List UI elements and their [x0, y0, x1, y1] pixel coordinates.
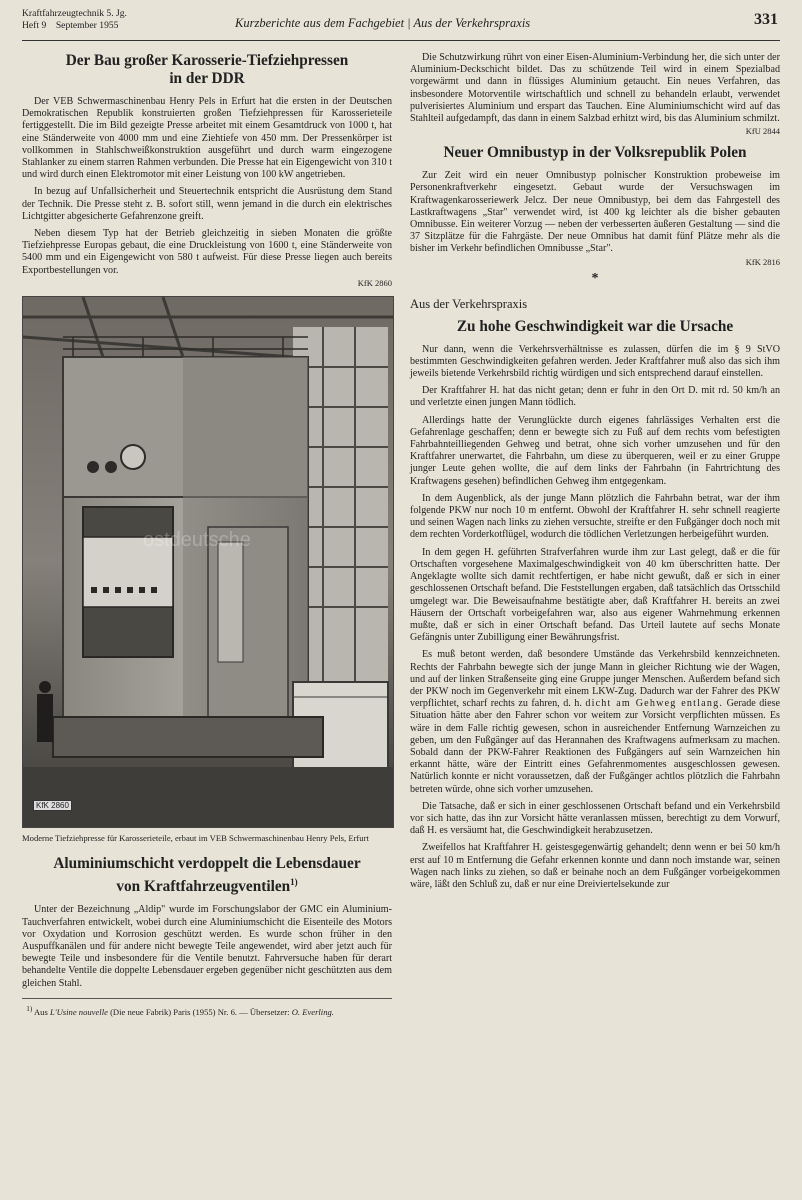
text-run: Gerade diese Situation hätte aber den Fahrer schon vor weitem zur Vorsicht verpflichten müssen. Es wäre in dem Falle richtig gewesen, schon in ausreichender Entfernung Warnzeichen zu geben, um den Fußgänger auf das Herannahen des Kraftwagens aufmerksam zu machen. Sobald dann der PKW-Fahrer Reaktionen des Fußgängers auf sein Warnzeichen hin erkannt hätte, wäre der Eintritt eines Gefahrenmomentes ausgeschlossen gewesen. Natürlich konnte er nicht voraussetzen, daß der Fußgänger achtlos plötzlich die Fahrbahn betreten würde, ohne sich vorher umzusehen.	[410, 698, 780, 795]
section-separator: *	[591, 270, 599, 286]
paragraph: Allerdings hatte der Verunglückte durch eigenes fahrlässiges Verhalten erst die Gefahrenlage geschaffen; denn er bewegte sich zu Fuß auf dem rechts vom befestigten Fahrbahnteilliegenden Gehweg und betrat, ohne sich vorher umzusehen und für den Kraftfahrer unerwartet, die Fahrbahn, um diese zu überqueren, weil er zu einer Gruppe junger Leute gehen wollte, die auf dem links der Fahrbahn (in Fahrtrichtung des Kraftwagens gesehen) befindlichen Gehweg ihm entgegenkam.	[410, 414, 780, 487]
article-reference: KfK 2860	[357, 277, 392, 288]
footnote-text: Aus	[33, 1006, 48, 1017]
title-line: Aluminiumschicht verdoppelt die Lebensdauer	[53, 855, 361, 873]
header-journal-info	[22, 8, 127, 31]
issue-number: Heft 9	[22, 19, 47, 31]
article-reference: KfU 2844	[745, 126, 780, 137]
title-line: Der Bau großer Karosserie-Tiefziehpressen	[65, 52, 349, 69]
left-column	[22, 52, 392, 1017]
article-title-presses	[22, 52, 392, 88]
paragraph: Unter der Bezeichnung „Aldip" wurde im Forschungslabor der GMC ein Aluminium-Tauchverfahren entwickelt, wobei durch eine Aluminiumschicht die Eisenteile des Motors vor Oxydation und Korrosion geschützt werden. Es wurde schon früher in den Auspuffkanälen und für andere nicht bewegte Teile angewendet, wird aber jetzt auch für bewegte Teile und insbesondere für die Ventile benutzt. Fahrversuche haben für derart behandelte Ventile die doppelte Lebensdauer ergeben gegenüber nicht geschützten aus dem gleichen Stahl.	[22, 904, 392, 989]
paragraph	[410, 649, 780, 795]
footnote-number: 1)	[26, 1004, 33, 1013]
issue-date: September 1955	[55, 19, 119, 31]
title-line: in der DDR	[169, 70, 245, 87]
footnote-translator: O. Everling.	[291, 1006, 334, 1017]
emphasized-text: dicht am Gehweg entlang.	[585, 698, 724, 710]
section-rubric: Aus der Verkehrspraxis	[410, 296, 528, 311]
paragraph: In dem Augenblick, als der junge Mann plötzlich die Fahrbahn betrat, war der ihm folgende PKW nur noch 10 m entfernt. Obwohl der Kraftfahrer H. sehr schnell reagierte und seinen Wagen nach links zu ziehen versuchte, streifte er den Fußgänger doch noch mit dem rechten Vorderkotflügel, wodurch die tödlichen Verletzungen herbeigeführt wurden.	[410, 492, 780, 541]
title-line: von Kraftfahrzeugventilen	[116, 878, 291, 896]
paragraph: Neben diesem Typ hat der Betrieb gleichzeitig in sieben Monaten die größte Tiefziehpresse Europas gebaut, die eine Druckleistung von 1600 t, eine Ständerweite von 5400 mm und ein Eigengewicht von 580 t aufweist. Für diese Presse liegen auch bereits Exportbestellungen vor.	[22, 228, 392, 276]
paragraph: Der Kraftfahrer H. hat das nicht getan; denn er fuhr in den Ort D. mit rd. 50 km/h an und verletzte einen jungen Mann tödlich.	[410, 385, 780, 409]
paragraph: In dem gegen H. geführten Strafverfahren wurde ihm zur Last gelegt, daß er die für Ortschaften vorgesehene Maximalgeschwindigkeit von 40 km überschritten hatte. Der Angeklagte wollte sich damit rechtfertigen, er habe nicht gewußt, daß er sich in einer geschlossenen Ortschaft befand. Die Feststellungen ergaben, daß tatsächlich das Ortsschild umgelegt war. Die Beweisaufnahme bestätigte aber, daß Kraftfahrer H. bereits an zwei Häusern der Ortschaft vorbeigefahren war, also aus eigener Wahrnehmung erkennen mußte, daß er sich in einer Ortschaft befand. Das Urteil lautete auf sechs Monate Gefängnis unter Zubilligung einer Bewährungsfrist.	[410, 546, 780, 644]
right-column	[410, 52, 780, 896]
paragraph: Der VEB Schwermaschinenbau Henry Pels in Erfurt hat die ersten in der Deutschen Demokratischen Republik konstruierten großen Tiefziehpressen für Karosserieteile fertiggestellt. Die im Bild gezeigte Presse arbeitet mit einem Gesamtdruck von 1000 t, hat eine Ständerweite von 4000 mm und eine Ziehtiefe von 450 mm. Der Pressenkörper ist vollkommen in Stahlschweißkonstruktion ausgeführt und durch warm eingezogene Stahlanker zu einem starren Rahmen verbunden. Die Presse hat ein Eigengewicht von 310 t und wird durch einen Elektromotor mit einer Leistung von 100 kW angetrieben.	[22, 96, 392, 181]
paragraph: Zweifellos hat Kraftfahrer H. geistesgegenwärtig gehandelt; denn wenn er bei 50 km/h erst auf 10 m Entfernung die Gefahr erkennen konnte und dann noch imstande war, seinen Wagen nach links zu ziehen, so daß er beinahe noch an dem Fußgänger vorbeigekommen wäre, läßt den Schluß zu, daß er nur eine Dreiviertelsekunde zur	[410, 842, 780, 890]
footnote-text: (Die neue Fabrik) Paris (1955) Nr. 6. — Übersetzer:	[110, 1006, 290, 1017]
article-title-omnibus: Neuer Omnibustyp in der Volksrepublik Polen	[443, 144, 747, 162]
photo-plate-label: KfK 2860	[33, 800, 72, 811]
paragraph: Zur Zeit wird ein neuer Omnibustyp polnischer Konstruktion probeweise im Personenkraftverkehr eingesetzt. Gebaut wurde der Versuchswagen im Kraftwagenkarosseriewerk Jelcz. Der neue Omnibustyp, bei dem das Fahrgestell des Lastkraftwagens „Star" verwendet wird, ist 400 kg leichter als die bisher gebauten Omnibusse. Ein weiterer Vorzug — neben der verbesserten äußeren Gestaltung — sind die 37 Sitzplätze für die Fahrgäste. Der neue Omnibus hat damit fünf Plätze mehr als die bisher im Verkehr befindlichen Omnibusse „Star".	[410, 170, 780, 255]
article-reference: KfK 2816	[745, 256, 780, 267]
section-heading: Kurzberichte aus dem Fachgebiet | Aus der Verkehrspraxis	[235, 16, 531, 30]
paragraph: Die Schutzwirkung rührt von einer Eisen-Aluminium-Verbindung her, die sich unter der Aluminium-Deckschicht bildet. Das zu schützende Teil wird in einem Spezialbad vorgewärmt und dann in flüssiges Aluminium getaucht. Ein neues Verfahren, das insbesondere Motorventile wirtschaftlich und schnell zu behandeln erlaubt, verwendet pulverisiertes Aluminium und erspart das Tauchen. Eine Aluminiumschicht wird auf das Stahlteil aufgedampft, das dann in einem Salzbad erhitzt wird, bis das Aluminium schmilzt.	[410, 52, 780, 125]
footnote-marker: 1)	[290, 877, 298, 888]
text-run: Es muß betont werden, daß besondere Umstände das Verkehrsbild kennzeichneten. Rechts der Fahrbahn bewegte sich der junge Mann in gleicher Richtung wie der Wagen, und auf der linken Straßenseite ging eine Gruppe junger Menschen. Außerdem befand sich der PKW noch im Gegenverkehr mit einem LKW-Zug. Dadurch war der Fahrer des PKW verpflichtet, scharf rechts zu fahren, d. h.	[410, 649, 780, 710]
article-title-speed: Zu hohe Geschwindigkeit war die Ursache	[456, 317, 734, 335]
watermark: ostdeutsche	[143, 528, 251, 551]
photo-caption: Moderne Tiefziehpresse für Karosserieteile, erbaut im VEB Schwermaschinenbau Henry Pels, Erfurt	[22, 832, 369, 843]
footnote-source: L'Usine nouvelle	[49, 1006, 108, 1017]
footnote	[22, 998, 392, 1017]
article-title-aluminium	[22, 855, 392, 896]
paragraph: In bezug auf Unfallsicherheit und Steuertechnik entspricht die Ausrüstung dem Stand der Technik. Die Presse steht z. B. sofort still, wenn jemand in die durch ein elektrisches Lichtgitter abgesicherte Gefahrenzone greift.	[22, 186, 392, 222]
page-number: 331	[754, 11, 778, 28]
running-header	[22, 8, 780, 41]
paragraph: Nur dann, wenn die Verkehrsverhältnisse es zulassen, dürfen die im § 9 StVO bestimmten Geschwindigkeiten gefahren werden. Jeder Kraftfahrer muß also das sich ihm jeweils bietende Verkehrsbild richtig würdigen und sich entsprechend darauf einstellen.	[410, 343, 780, 380]
press-photo	[22, 296, 394, 828]
paragraph: Die Tatsache, daß er sich in einer geschlossenen Ortschaft befand und ein Verkehrsbild vor sich hatte, das ihn zur Vorsicht hätte veranlassen müssen, berechtigt zu dem Vorwurf, daß H. es versäumt hat, die Geschwindigkeit herabzusetzen.	[410, 800, 780, 837]
press-photo-illustration	[23, 297, 393, 827]
journal-name: Kraftfahrzeugtechnik 5. Jg.	[22, 8, 127, 19]
